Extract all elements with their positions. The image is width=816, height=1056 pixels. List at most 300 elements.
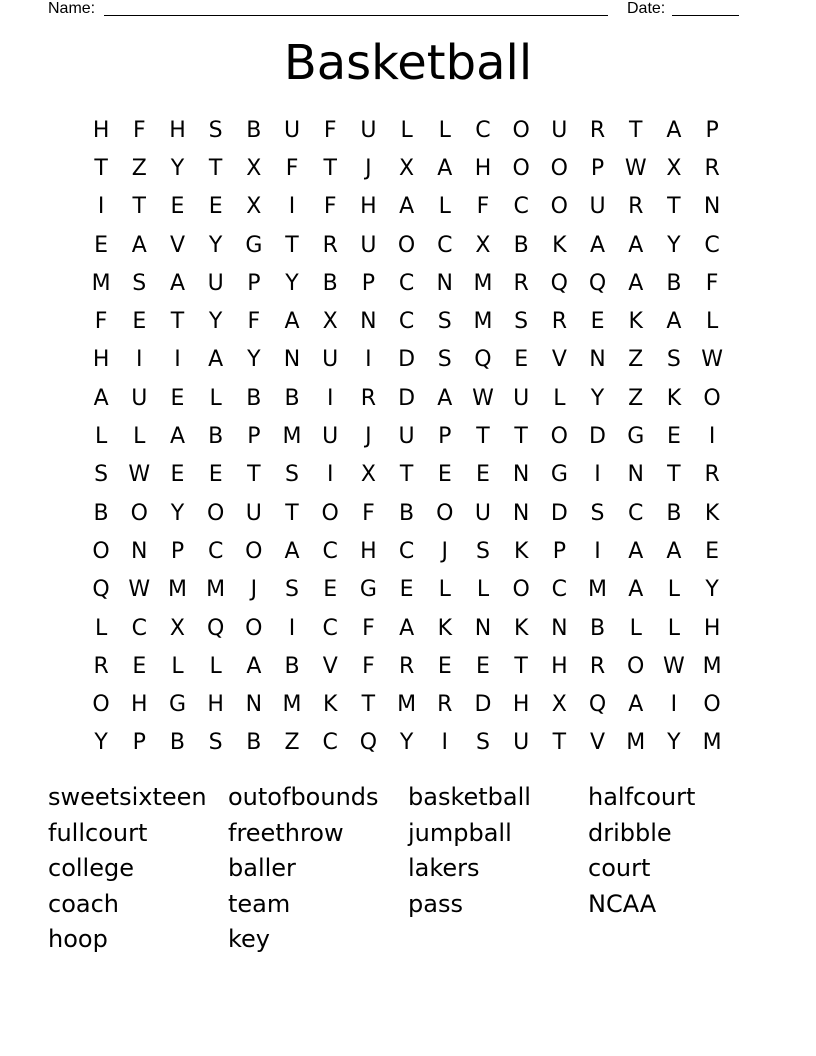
- grid-cell: Y: [285, 270, 299, 296]
- grid-cell: P: [247, 270, 261, 296]
- grid-cell: E: [476, 462, 490, 488]
- grid-cell: U: [131, 385, 148, 411]
- grid-cell: Q: [474, 347, 492, 373]
- word-list-item: NCAA: [588, 889, 657, 918]
- grid-cell: L: [438, 577, 451, 603]
- grid-cell: F: [362, 615, 375, 641]
- grid-cell: X: [666, 155, 682, 181]
- grid-cell: R: [551, 309, 567, 335]
- grid-cell: V: [551, 347, 567, 373]
- grid-cell: U: [551, 117, 568, 143]
- grid-cell: T: [514, 424, 528, 450]
- grid-cell: W: [663, 653, 685, 679]
- grid-cell: E: [399, 577, 414, 603]
- grid-cell: A: [590, 232, 606, 258]
- grid-cell: A: [666, 538, 682, 564]
- grid-cell: E: [590, 309, 605, 335]
- grid-cell: G: [168, 692, 186, 718]
- grid-cell: K: [704, 500, 720, 526]
- grid-cell: U: [322, 347, 339, 373]
- grid-cell: M: [702, 730, 722, 756]
- grid-cell: C: [207, 538, 224, 564]
- grid-cell: F: [362, 500, 375, 526]
- grid-cell: G: [245, 232, 263, 258]
- grid-cell: L: [667, 615, 681, 641]
- grid-cell: E: [666, 424, 681, 450]
- grid-cell: O: [627, 653, 645, 679]
- grid-cell: W: [128, 462, 151, 488]
- grid-cell: E: [170, 194, 185, 220]
- grid-cell: O: [550, 194, 568, 220]
- grid-cell: E: [170, 385, 185, 411]
- grid-cell: L: [476, 577, 490, 603]
- word-list-item: fullcourt: [48, 818, 148, 847]
- grid-cell: Y: [94, 730, 108, 756]
- grid-cell: A: [284, 538, 300, 564]
- grid-cell: D: [589, 424, 606, 450]
- name-label: Name:: [48, 0, 96, 17]
- grid-cell: J: [250, 577, 258, 603]
- grid-cell: Q: [588, 692, 607, 718]
- grid-cell: I: [594, 462, 601, 488]
- grid-cell: X: [475, 232, 491, 258]
- grid-cell: I: [97, 194, 105, 220]
- grid-cell: M: [626, 730, 646, 756]
- grid-cell: B: [284, 653, 300, 679]
- grid-cell: K: [513, 538, 529, 564]
- date-label: Date:: [627, 0, 666, 17]
- word-list-item: coach: [48, 889, 119, 918]
- grid-cell: D: [550, 500, 568, 526]
- grid-cell: U: [360, 117, 377, 143]
- grid-cell: O: [512, 577, 530, 603]
- grid-cell: E: [437, 653, 452, 679]
- grid-cell: S: [285, 577, 300, 603]
- page-title: Basketball: [283, 35, 533, 91]
- grid-cell: O: [512, 155, 530, 181]
- grid-cell: I: [174, 347, 181, 373]
- grid-cell: C: [398, 538, 415, 564]
- grid-cell: X: [360, 462, 376, 488]
- grid-cell: A: [628, 232, 644, 258]
- grid-cell: I: [365, 347, 372, 373]
- grid-cell: E: [208, 462, 223, 488]
- grid-cell: T: [514, 653, 528, 679]
- grid-cell: B: [169, 730, 186, 756]
- grid-cell: A: [666, 309, 682, 335]
- grid-cell: B: [208, 424, 224, 450]
- grid-cell: H: [360, 538, 377, 564]
- grid-cell: U: [474, 500, 492, 526]
- grid-cell: N: [245, 692, 263, 718]
- grid-cell: P: [552, 538, 566, 564]
- grid-cell: E: [208, 194, 223, 220]
- grid-cell: C: [322, 538, 338, 564]
- grid-cell: T: [667, 462, 681, 488]
- date-blank-line: [672, 15, 739, 16]
- grid-cell: F: [323, 194, 337, 220]
- grid-cell: E: [170, 462, 185, 488]
- grid-cell: C: [513, 194, 529, 220]
- grid-cell: P: [705, 117, 719, 143]
- grid-cell: I: [594, 538, 601, 564]
- grid-cell: S: [94, 462, 109, 488]
- grid-cell: O: [397, 232, 416, 258]
- grid-cell: S: [590, 500, 605, 526]
- grid-cell: L: [209, 653, 222, 679]
- grid-cell: U: [322, 424, 339, 450]
- grid-cell: A: [208, 347, 224, 373]
- grid-cell: H: [360, 194, 377, 220]
- grid-cell: U: [283, 117, 301, 143]
- grid-cell: P: [361, 270, 376, 296]
- grid-cell: L: [400, 117, 413, 143]
- grid-cell: P: [590, 155, 605, 181]
- grid-cell: M: [702, 653, 722, 679]
- grid-cell: A: [169, 270, 185, 296]
- grid-cell: S: [437, 309, 452, 335]
- grid-cell: Y: [667, 232, 681, 258]
- grid-cell: P: [132, 730, 146, 756]
- grid-cell: K: [666, 385, 682, 411]
- grid-cell: L: [438, 194, 451, 220]
- grid-cell: I: [326, 462, 334, 488]
- grid-cell: X: [246, 155, 262, 181]
- grid-cell: O: [512, 117, 530, 143]
- letter-grid: [82, 111, 731, 762]
- grid-cell: T: [208, 155, 223, 181]
- grid-cell: W: [701, 347, 723, 373]
- grid-cell: M: [167, 577, 187, 603]
- grid-cell: O: [703, 692, 721, 718]
- grid-cell: A: [437, 385, 453, 411]
- grid-cell: B: [246, 730, 262, 756]
- grid-cell: Y: [399, 730, 414, 756]
- grid-cell: T: [247, 462, 261, 488]
- grid-cell: F: [705, 270, 719, 296]
- grid-cell: J: [365, 424, 372, 450]
- grid-cell: N: [512, 462, 530, 488]
- word-list-item: sweetsixteen: [48, 783, 207, 811]
- grid-cell: O: [436, 500, 454, 526]
- grid-cell: L: [667, 577, 681, 603]
- grid-cell: T: [476, 424, 490, 450]
- grid-cell: C: [628, 500, 644, 526]
- grid-cell: C: [704, 232, 720, 258]
- grid-cell: Z: [284, 730, 300, 756]
- grid-cell: S: [475, 538, 490, 564]
- grid-cell: K: [628, 309, 643, 335]
- grid-cell: O: [245, 615, 263, 641]
- grid-cell: N: [474, 615, 492, 641]
- grid-cell: I: [288, 194, 296, 220]
- grid-cell: K: [437, 615, 452, 641]
- grid-cell: P: [170, 538, 185, 564]
- grid-cell: Q: [588, 270, 607, 296]
- word-list-item: college: [48, 854, 134, 882]
- word-list-item: key: [228, 925, 271, 953]
- grid-cell: V: [322, 653, 338, 679]
- grid-cell: G: [550, 462, 568, 488]
- grid-cell: R: [628, 194, 644, 220]
- grid-cell: N: [283, 347, 301, 373]
- word-list: [48, 780, 768, 958]
- grid-cell: B: [246, 117, 262, 143]
- grid-cell: B: [589, 615, 606, 641]
- grid-cell: X: [246, 194, 262, 220]
- grid-cell: L: [94, 424, 108, 450]
- grid-cell: J: [365, 155, 372, 181]
- grid-cell: E: [476, 653, 490, 679]
- grid-cell: Z: [628, 385, 644, 411]
- grid-cell: M: [473, 309, 493, 335]
- grid-cell: H: [92, 347, 110, 373]
- grid-cell: L: [705, 309, 719, 335]
- grid-cell: Q: [92, 577, 110, 603]
- grid-cell: X: [551, 692, 567, 718]
- grid-cell: R: [322, 232, 338, 258]
- grid-cell: O: [92, 692, 110, 718]
- grid-cell: A: [284, 309, 300, 335]
- grid-cell: D: [474, 692, 492, 718]
- grid-cell: M: [473, 270, 493, 296]
- grid-cell: I: [288, 615, 296, 641]
- grid-cell: O: [321, 500, 339, 526]
- grid-cell: V: [169, 232, 185, 258]
- grid-cell: C: [551, 577, 568, 603]
- grid-cell: S: [514, 309, 529, 335]
- grid-cell: A: [399, 615, 415, 641]
- grid-cell: E: [514, 347, 529, 373]
- grid-cell: D: [398, 385, 416, 411]
- word-list-item: jumpball: [408, 818, 512, 847]
- grid-cell: A: [437, 155, 453, 181]
- grid-cell: F: [285, 155, 299, 181]
- grid-cell: I: [136, 347, 143, 373]
- header-line: [48, 0, 748, 20]
- grid-cell: E: [323, 577, 338, 603]
- grid-cell: P: [247, 424, 261, 450]
- grid-cell: U: [360, 232, 377, 258]
- grid-cell: N: [360, 309, 377, 335]
- grid-cell: M: [397, 692, 417, 718]
- grid-cell: F: [132, 117, 146, 143]
- grid-cell: H: [131, 692, 148, 718]
- grid-cell: G: [627, 424, 645, 450]
- grid-cell: I: [708, 424, 716, 450]
- grid-cell: H: [512, 692, 530, 718]
- grid-cell: T: [170, 309, 185, 335]
- grid-cell: A: [246, 653, 262, 679]
- grid-cell: H: [92, 117, 110, 143]
- grid-cell: X: [399, 155, 415, 181]
- grid-cell: U: [513, 385, 530, 411]
- grid-cell: A: [666, 117, 682, 143]
- grid-cell: T: [323, 155, 337, 181]
- grid-cell: S: [666, 347, 681, 373]
- grid-cell: A: [628, 538, 644, 564]
- grid-cell: R: [589, 117, 606, 143]
- grid-cell: Y: [705, 577, 719, 603]
- grid-cell: E: [132, 309, 147, 335]
- grid-cell: S: [437, 347, 452, 373]
- grid-cell: A: [93, 385, 109, 411]
- grid-cell: L: [94, 615, 108, 641]
- grid-cell: L: [133, 424, 146, 450]
- grid-cell: Y: [247, 347, 261, 373]
- grid-cell: E: [94, 232, 109, 258]
- grid-cell: V: [590, 730, 606, 756]
- grid-cell: Y: [667, 730, 681, 756]
- word-list-item: halfcourt: [588, 783, 696, 811]
- grid-cell: C: [131, 615, 147, 641]
- grid-cell: U: [513, 730, 530, 756]
- grid-cell: L: [553, 385, 566, 411]
- grid-cell: T: [285, 500, 299, 526]
- grid-cell: A: [169, 424, 185, 450]
- grid-cell: N: [551, 615, 568, 641]
- grid-cell: B: [93, 500, 109, 526]
- word-list-item: baller: [228, 854, 296, 882]
- grid-cell: L: [209, 385, 222, 411]
- grid-cell: K: [513, 615, 529, 641]
- grid-cell: N: [436, 270, 454, 296]
- word-list-item: court: [588, 854, 651, 882]
- grid-cell: I: [441, 730, 449, 756]
- grid-cell: T: [399, 462, 414, 488]
- grid-cell: W: [472, 385, 494, 411]
- grid-cell: M: [91, 270, 111, 296]
- grid-cell: H: [169, 117, 186, 143]
- grid-cell: R: [704, 462, 720, 488]
- grid-cell: B: [284, 385, 300, 411]
- grid-cell: M: [282, 424, 302, 450]
- grid-cell: A: [628, 577, 644, 603]
- grid-cell: S: [208, 730, 223, 756]
- grid-cell: U: [398, 424, 415, 450]
- grid-cell: W: [624, 155, 647, 181]
- grid-cell: Z: [131, 155, 147, 181]
- word-list-item: basketball: [408, 783, 531, 811]
- grid-cell: R: [93, 653, 109, 679]
- grid-cell: I: [326, 385, 334, 411]
- grid-cell: C: [322, 730, 338, 756]
- grid-cell: T: [94, 155, 108, 181]
- grid-cell: E: [437, 462, 452, 488]
- grid-cell: B: [513, 232, 529, 258]
- grid-cell: L: [629, 615, 642, 641]
- grid-cell: R: [398, 653, 415, 679]
- grid-cell: O: [206, 500, 225, 526]
- grid-cell: O: [92, 538, 110, 564]
- grid-cell: C: [398, 309, 415, 335]
- grid-cell: C: [475, 117, 491, 143]
- grid-cell: T: [132, 194, 146, 220]
- grid-cell: L: [438, 117, 451, 143]
- grid-cell: P: [438, 424, 452, 450]
- grid-cell: F: [94, 309, 108, 335]
- grid-cell: N: [627, 462, 644, 488]
- grid-cell: S: [132, 270, 147, 296]
- word-list-item: team: [228, 889, 291, 918]
- grid-cell: O: [245, 538, 263, 564]
- grid-cell: A: [628, 692, 644, 718]
- grid-cell: M: [588, 577, 608, 603]
- grid-cell: F: [476, 194, 490, 220]
- grid-cell: N: [131, 538, 148, 564]
- grid-cell: Z: [628, 347, 644, 373]
- grid-cell: G: [359, 577, 377, 603]
- grid-cell: B: [246, 385, 262, 411]
- grid-cell: T: [552, 730, 567, 756]
- grid-cell: H: [703, 615, 721, 641]
- grid-cell: H: [474, 155, 492, 181]
- grid-cell: H: [207, 692, 224, 718]
- grid-cell: U: [589, 194, 606, 220]
- grid-cell: X: [322, 309, 338, 335]
- grid-cell: R: [704, 155, 720, 181]
- grid-cell: F: [247, 309, 261, 335]
- name-blank-line: [104, 15, 608, 16]
- grid-cell: T: [361, 692, 376, 718]
- grid-cell: M: [282, 692, 302, 718]
- grid-cell: A: [399, 194, 415, 220]
- grid-cell: S: [475, 730, 490, 756]
- word-list-item: hoop: [48, 925, 108, 953]
- grid-cell: T: [667, 194, 681, 220]
- grid-cell: R: [513, 270, 529, 296]
- word-list-item: dribble: [588, 818, 672, 847]
- grid-cell: T: [628, 117, 643, 143]
- grid-cell: F: [362, 653, 375, 679]
- grid-cell: S: [208, 117, 223, 143]
- word-list-item: lakers: [408, 854, 480, 882]
- grid-cell: O: [703, 385, 721, 411]
- grid-cell: K: [552, 232, 567, 258]
- grid-cell: O: [550, 424, 568, 450]
- grid-cell: A: [628, 270, 644, 296]
- grid-cell: C: [437, 232, 453, 258]
- grid-cell: X: [169, 615, 185, 641]
- grid-cell: Q: [359, 730, 378, 756]
- grid-cell: A: [131, 232, 147, 258]
- grid-cell: E: [132, 653, 147, 679]
- grid-cell: U: [245, 500, 262, 526]
- word-list-item: freethrow: [228, 818, 344, 847]
- grid-cell: B: [322, 270, 338, 296]
- grid-cell: N: [512, 500, 530, 526]
- grid-cell: B: [666, 270, 682, 296]
- grid-cell: Q: [550, 270, 568, 296]
- grid-cell: W: [128, 577, 151, 603]
- word-list-item: pass: [408, 889, 463, 918]
- grid-cell: M: [206, 577, 226, 603]
- grid-cell: Q: [206, 615, 225, 641]
- grid-cell: R: [437, 692, 453, 718]
- grid-cell: D: [398, 347, 416, 373]
- grid-cell: N: [703, 194, 721, 220]
- grid-cell: L: [171, 653, 184, 679]
- grid-cell: H: [551, 653, 568, 679]
- grid-cell: S: [285, 462, 300, 488]
- grid-cell: C: [322, 615, 338, 641]
- grid-cell: B: [399, 500, 415, 526]
- grid-cell: R: [360, 385, 377, 411]
- grid-cell: Y: [170, 500, 185, 526]
- grid-cell: K: [323, 692, 338, 718]
- grid-cell: O: [130, 500, 148, 526]
- grid-cell: E: [705, 538, 720, 564]
